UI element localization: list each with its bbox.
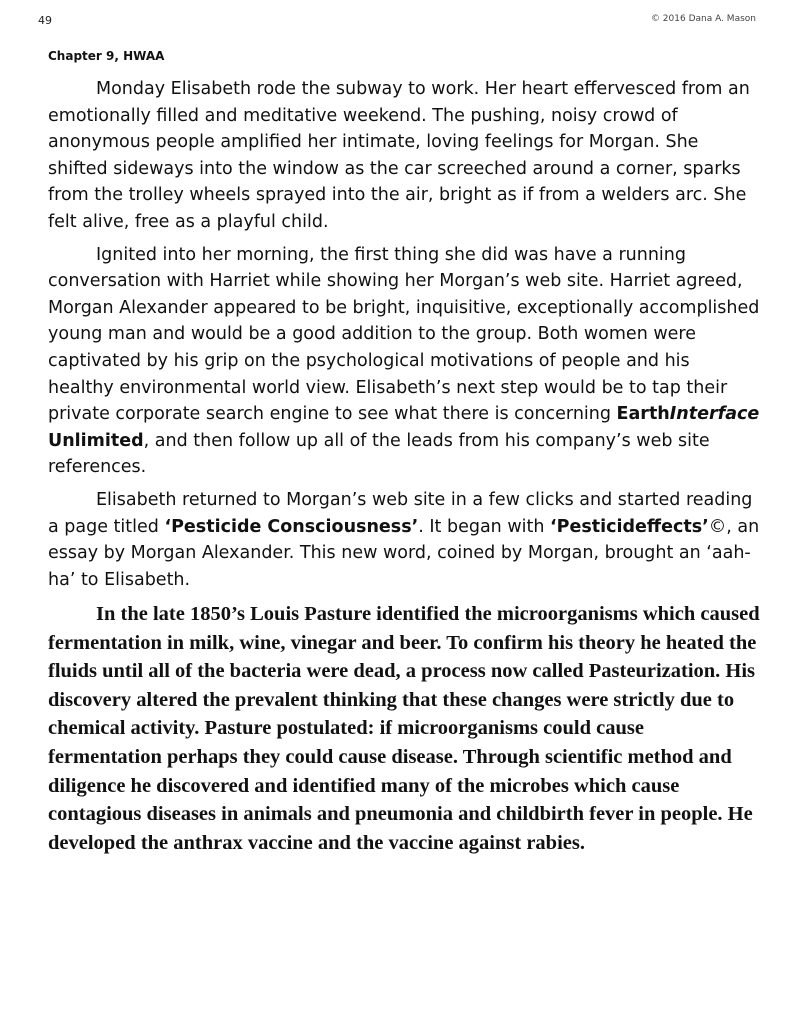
- paragraph-2-text: Ignited into her morning, the first thing she did was have a running conversation with Harriet while showing her Morgan’s web site. Harriet agreed, Morgan Alexander appeared to be bright, inquisitive, exceptionally accomplished young man and would be a good addition to the group. Both women were captivated by his grip on the psychological motivations of people and his healthy environmental world view. Elisabeth’s next step would be to tap their private corporate search engine to see what there is concerning: [48, 244, 760, 425]
- page-title-reference: ‘Pesticide Consciousness’: [164, 516, 419, 537]
- company-name-part-1: Earth: [616, 404, 670, 425]
- company-name-part-3: Unlimited: [48, 430, 144, 451]
- paragraph-4: In the late 1850’s Louis Pasture identified the microorganisms which caused fermentation in milk, wine, vinegar and beer. To confirm his theory he heated the fluids until all of the bacteria were dead, a process now called Pasteurization. His discovery altered the prevalent thinking that these changes were strictly due to chemical activity. Pasture postulated: if microorganisms could cause fermentation perhaps they could cause disease. Through scientific method and diligence he discovered and identified many of the microbes which cause contagious diseases in animals and pneumonia and childbirth fever in people. He developed the anthrax vaccine and the vaccine against rabies.: [48, 603, 760, 854]
- paragraph-2-text-end: , and then follow up all of the leads from his company’s web site references.: [48, 430, 710, 478]
- paragraph-3: [48, 487, 760, 593]
- body-text: [48, 76, 760, 599]
- essay-excerpt: [48, 600, 760, 857]
- paragraph-1: Monday Elisabeth rode the subway to work. Her heart effervesced from an emotionally filled and meditative weekend. The pushing, noisy crowd of anonymous people amplified her intimate, loving feelings for Morgan. She shifted sideways into the window as the car screeched around a corner, sparks from the trolley wheels sprayed into the air, bright as if from a welders arc. She felt alive, free as a playful child.: [48, 79, 750, 232]
- essay-title: ‘Pesticideffects’: [550, 516, 709, 537]
- paragraph-3-text: Elisabeth returned to Morgan’s web site in a few clicks and started reading a page titled: [48, 489, 753, 537]
- paragraph-3-text-end: ©, an essay by Morgan Alexander. This new word, coined by Morgan, brought an ‘aah-ha’ to Elisabeth.: [48, 516, 760, 590]
- paragraph-3-text-mid: . It began with: [418, 516, 551, 537]
- copyright-notice: © 2016 Dana A. Mason: [650, 14, 756, 24]
- page-number: 49: [38, 14, 52, 27]
- chapter-heading: Chapter 9, HWAA: [48, 49, 165, 63]
- company-name-part-2: Interface: [669, 404, 760, 425]
- paragraph-2: [48, 242, 760, 481]
